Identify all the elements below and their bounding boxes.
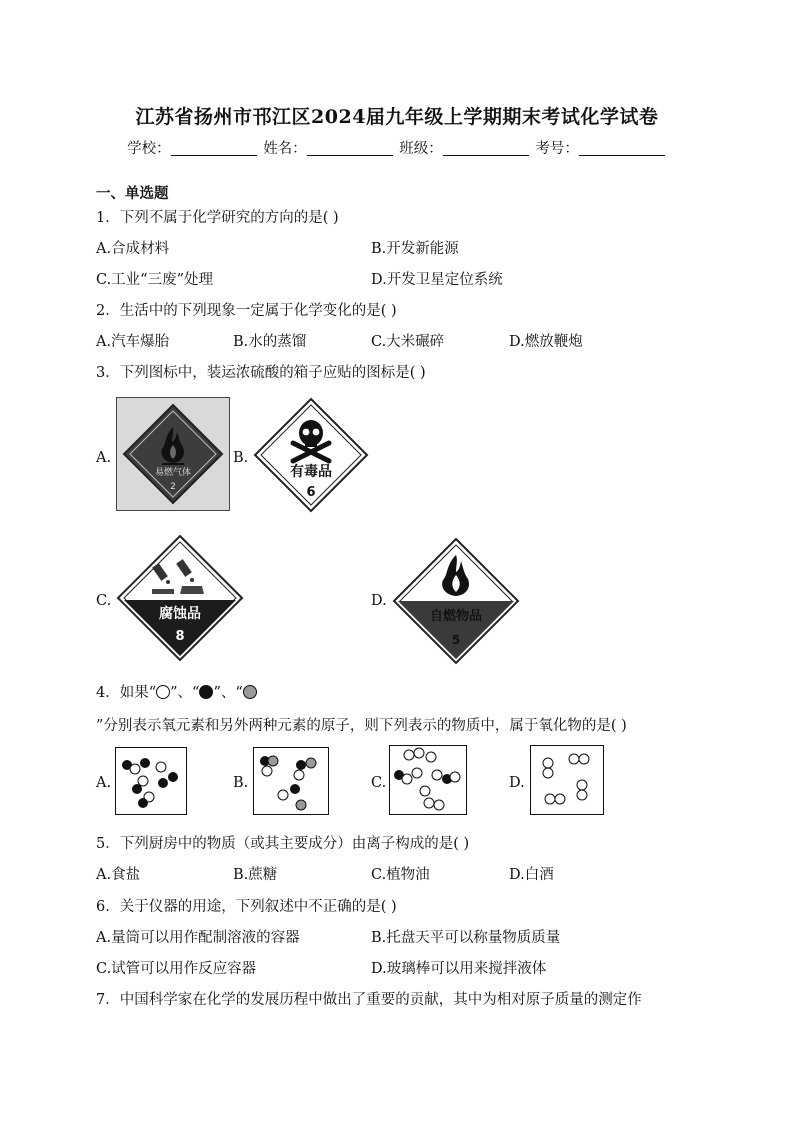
q4-label-b[interactable]: B. (233, 775, 249, 791)
page-title: 江苏省扬州市邗江区2024届九年级上学期期末考试化学试卷 (135, 106, 659, 128)
q2-option-b[interactable]: B.水的蒸馏 (233, 334, 307, 350)
section-heading: 一、单选题 (96, 185, 169, 202)
class-label: 班级： (399, 141, 443, 157)
sign-b-number: 6 (306, 485, 316, 500)
q4-stem-line1: 4．如果“ ”、“ ”、“ (96, 681, 257, 702)
q6-stem: 6．关于仪器的用途，下列叙述中不正确的是( ) (96, 899, 397, 915)
q2-option-c[interactable]: C.大米碾碎 (371, 334, 445, 350)
q5-stem: 5．下列厨房中的物质（或其主要成分）由离子构成的是( ) (96, 836, 470, 852)
q3-label-a[interactable]: A. (96, 450, 112, 466)
q1-option-b[interactable]: B.开发新能源 (371, 241, 459, 257)
q6-option-d[interactable]: D.玻璃棒可以用来搅拌液体 (371, 961, 547, 977)
q5-option-a[interactable]: A.食盐 (96, 867, 141, 883)
name-blank[interactable] (307, 141, 393, 156)
q2-stem: 2．生活中的下列现象一定属于化学变化的是( ) (96, 303, 397, 319)
sign-c-text: 腐蚀品 (159, 606, 201, 622)
name-label: 姓名： (263, 141, 307, 157)
black-atom-icon (199, 685, 213, 699)
q3-label-b[interactable]: B. (233, 450, 249, 466)
q3-label-c[interactable]: C. (96, 593, 112, 609)
q2-option-d[interactable]: D.燃放鞭炮 (509, 334, 583, 350)
sign-b-text: 有毒品 (290, 464, 332, 480)
molecule-box-b[interactable] (253, 747, 329, 815)
molecule-box-a[interactable] (115, 747, 187, 815)
q3-label-d[interactable]: D. (371, 593, 387, 609)
white-atom-icon (156, 685, 170, 699)
q1-option-d[interactable]: D.开发卫星定位系统 (371, 272, 503, 288)
q1-option-c[interactable]: C.工业“三废”处理 (96, 272, 214, 288)
sign-a-number: 2 (170, 482, 176, 492)
q1-stem: 1．下列不属于化学研究的方向的是( ) (96, 210, 339, 226)
sign-a-text: 易燃气体 (154, 468, 192, 478)
school-blank[interactable] (171, 141, 257, 156)
student-info (0, 137, 794, 158)
molecule-box-d[interactable] (530, 745, 604, 815)
sign-c-number: 8 (175, 629, 185, 644)
corrosive-sign[interactable] (116, 534, 244, 662)
sign-d-number: 5 (451, 633, 461, 647)
q2-option-a[interactable]: A.汽车爆胎 (96, 334, 170, 350)
class-blank[interactable] (443, 141, 529, 156)
school-label: 学校： (127, 141, 171, 157)
number-blank[interactable] (579, 141, 665, 156)
gray-atom-icon (243, 685, 257, 699)
q4-label-d[interactable]: D. (509, 775, 525, 791)
q5-option-d[interactable]: D.白酒 (509, 867, 554, 883)
q4-label-c[interactable]: C. (371, 775, 387, 791)
flammable-gas-sign[interactable] (116, 397, 230, 511)
q1-option-a[interactable]: A.合成材料 (96, 241, 170, 257)
q7-stem: 7．中国科学家在化学的发展历程中做出了重要的贡献，其中为相对原子质量的测定作 (96, 992, 642, 1008)
sign-d-text: 自燃物品 (429, 609, 483, 624)
q3-stem: 3．下列图标中，装运浓硫酸的箱子应贴的图标是( ) (96, 365, 426, 381)
toxic-sign[interactable] (253, 397, 369, 513)
q4-label-a[interactable]: A. (96, 775, 112, 791)
q5-option-b[interactable]: B.蔗糖 (233, 867, 278, 883)
number-label: 考号： (535, 141, 579, 157)
q5-option-c[interactable]: C.植物油 (371, 867, 430, 883)
q6-option-a[interactable]: A.量筒可以用作配制溶液的容器 (96, 930, 300, 946)
spontaneous-combustion-sign[interactable] (392, 537, 520, 665)
molecule-box-c[interactable] (389, 745, 467, 815)
q4-stem-line2: ”分别表示氧元素和另外两种元素的原子，则下列表示的物质中，属于氧化物的是( ) (96, 718, 627, 734)
q6-option-c[interactable]: C.试管可以用作反应容器 (96, 961, 257, 977)
q6-option-b[interactable]: B.托盘天平可以称量物质质量 (371, 930, 561, 946)
